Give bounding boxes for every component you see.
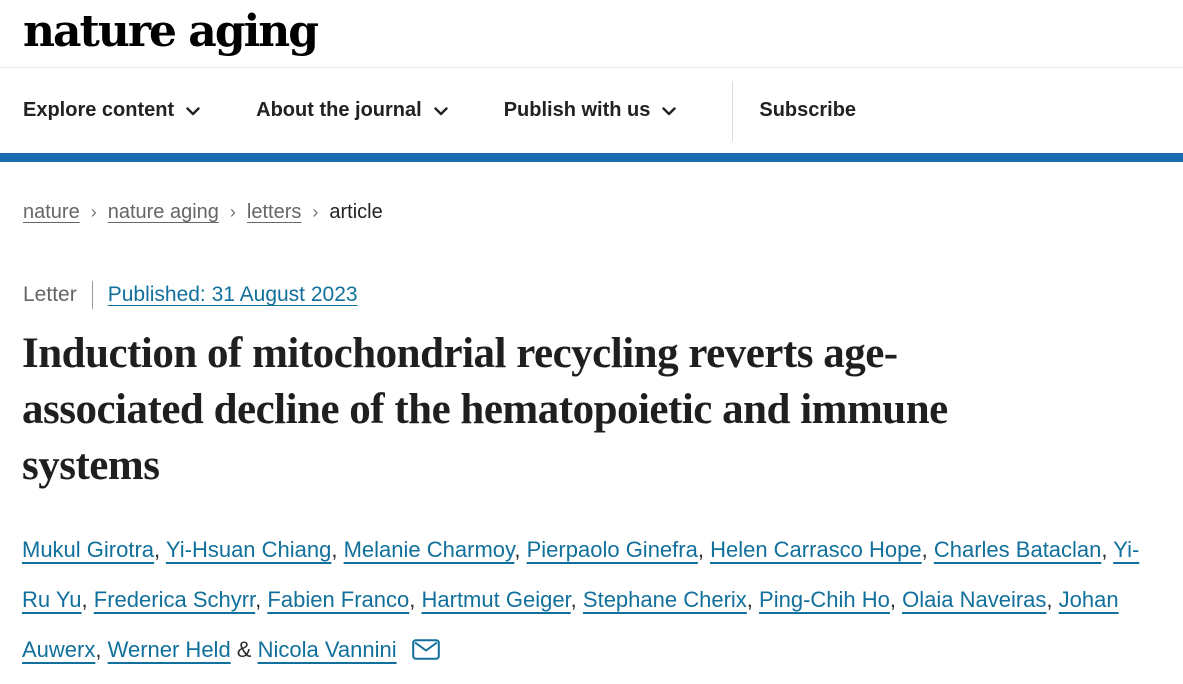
- article-title: [22, 326, 1163, 494]
- author-separator: ,: [697, 537, 711, 562]
- author-separator: ,: [255, 587, 268, 612]
- title-line: Induction of mitochondrial recycling reverts age-: [22, 330, 898, 377]
- author-separator: ,: [570, 587, 583, 612]
- author-link[interactable]: Yi-Hsuan Chiang: [165, 537, 332, 562]
- author-link[interactable]: Nicola Vannini: [257, 637, 397, 662]
- article-type-label: Letter: [23, 283, 77, 306]
- author-link[interactable]: Melanie Charmoy: [343, 537, 515, 562]
- nav-explore-content[interactable]: [23, 99, 200, 122]
- author-link[interactable]: Stephane Cherix: [582, 587, 747, 612]
- breadcrumb-link-nature[interactable]: nature: [23, 201, 80, 223]
- author-link[interactable]: Frederica Schyrr: [93, 587, 256, 612]
- journal-logo[interactable]: nature aging: [23, 6, 318, 57]
- breadcrumb: [23, 201, 1183, 224]
- published-date-link[interactable]: Published: 31 August 2023: [107, 283, 358, 306]
- article-meta-row: [23, 281, 1183, 309]
- nav-subscribe[interactable]: [759, 99, 856, 122]
- author-link[interactable]: Mukul Girotra: [22, 537, 155, 562]
- title-line: associated decline of the hematopoietic and immune: [22, 386, 948, 433]
- author-link[interactable]: Helen Carrasco Hope: [710, 537, 922, 562]
- chevron-right-icon: ›: [229, 202, 236, 222]
- site-header: [0, 0, 1183, 162]
- author-separator: ,: [409, 587, 422, 612]
- breadcrumb-link-letters[interactable]: letters: [246, 201, 302, 223]
- author-separator: ,: [81, 587, 94, 612]
- author-separator: ,: [1046, 587, 1059, 612]
- brand-color-bar: [0, 153, 1183, 162]
- author-separator: ,: [1101, 537, 1114, 562]
- author-separator: ,: [921, 537, 934, 562]
- author-separator: ,: [331, 537, 344, 562]
- chevron-down-icon: [186, 99, 200, 122]
- author-link[interactable]: Yi-Ru Yu: [22, 537, 1140, 612]
- author-link[interactable]: Olaia Naveiras: [902, 587, 1047, 612]
- chevron-down-icon: [662, 99, 676, 122]
- nav-item-label: Subscribe: [759, 99, 857, 121]
- author-separator: ,: [746, 587, 760, 612]
- author-link[interactable]: Werner Held: [107, 637, 231, 662]
- author-separator: &: [230, 637, 258, 662]
- breadcrumb-link-nature-aging[interactable]: nature aging: [107, 201, 219, 223]
- nav-item-label: Explore content: [23, 99, 175, 121]
- author-link[interactable]: Johan Auwerx: [22, 587, 1119, 662]
- chevron-right-icon: ›: [312, 202, 319, 222]
- nav-divider: [732, 81, 733, 141]
- main-nav: [0, 68, 1183, 153]
- title-line: systems: [22, 442, 160, 489]
- author-link[interactable]: Ping-Chih Ho: [759, 587, 890, 612]
- author-list: [22, 525, 1165, 678]
- meta-divider: [92, 281, 93, 309]
- author-separator: ,: [95, 637, 108, 662]
- author-link[interactable]: Hartmut Geiger: [421, 587, 571, 612]
- breadcrumb-current: article: [329, 201, 383, 223]
- author-link[interactable]: Charles Bataclan: [933, 537, 1102, 562]
- author-link[interactable]: Pierpaolo Ginefra: [526, 537, 698, 562]
- author-separator: ,: [154, 537, 166, 562]
- chevron-down-icon: [434, 99, 448, 122]
- author-separator: ,: [889, 587, 903, 612]
- author-link[interactable]: Fabien Franco: [267, 587, 410, 612]
- nav-item-label: Publish with us: [503, 99, 651, 121]
- nav-about-the-journal[interactable]: [256, 99, 448, 122]
- chevron-right-icon: ›: [90, 202, 97, 222]
- article-page: [0, 201, 1183, 678]
- logo-row: [0, 0, 1183, 67]
- nav-item-label: About the journal: [256, 99, 422, 121]
- email-envelope-icon[interactable]: [412, 628, 440, 678]
- author-separator: ,: [514, 537, 527, 562]
- nav-publish-with-us[interactable]: [504, 99, 677, 122]
